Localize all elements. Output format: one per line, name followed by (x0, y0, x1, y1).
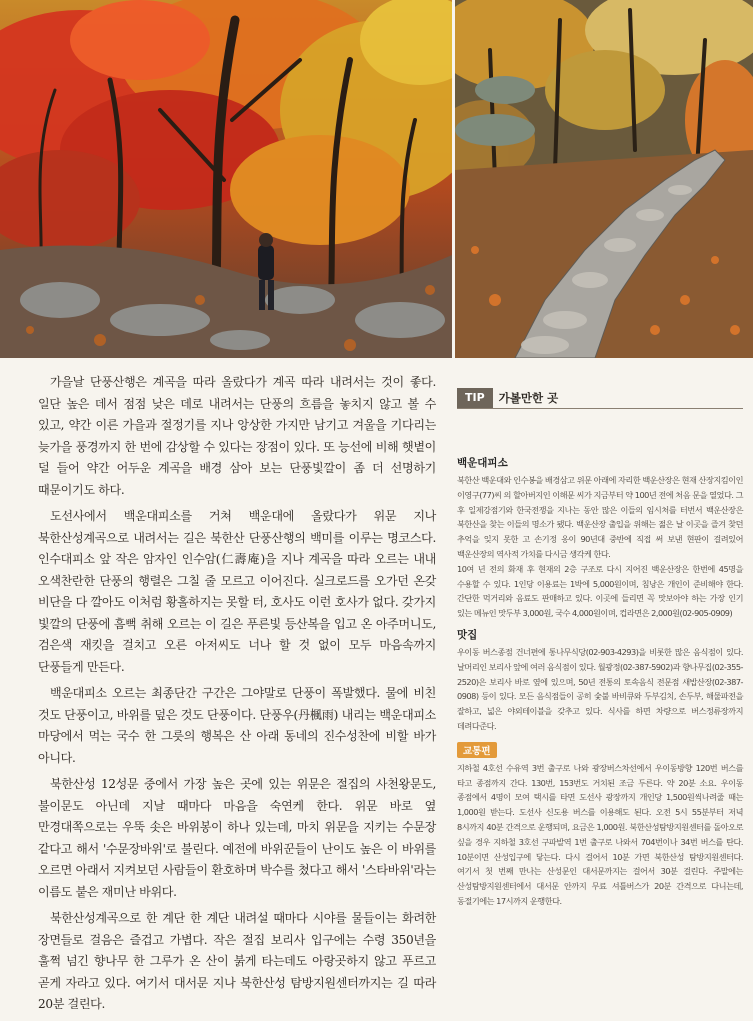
article-paragraph: 가을날 단풍산행은 계곡을 따라 올랐다가 계곡 따라 내려서는 것이 좋다. 일단 높은 데서 점점 낮은 데로 내려서는 단풍의 흐름을 놓치지 않고 볼 수 있고, 약간 이른 가을과 절정기를 지나 앙상한 가지만 남기고 겨울을 기다리는 늦가을 풍경까지 한 번에 감상할 수 있다는 장점이 있다. 또 능선에 비해 햇볕이 덜 들어 약간 어두운 계곡을 배경 삼아 보는 단풍빛깔이 좀 더 선명하기 때문이기도 하다. (38, 375, 436, 497)
tip-sidebar (457, 388, 743, 909)
article-paragraph: 도선사에서 백운대피소를 거쳐 백운대에 올랐다가 위문 지나 북한산성계곡으로 내려서는 길은 북한산 단풍산행의 백미를 이루는 명코스다. 인수대피소 앞 작은 암자인 인수암(仁壽庵)을 지나 계곡을 따라 오르는 내내 오색찬란한 단풍의 행렬은 그칠 줄 모르고 이어진다. 실크로드를 오가던 온갖 비단을 다 깔아도 이처럼 황홀하지는 못할 터, 호사도 이런 호사가 없다. 갖가지 빛깔의 단풍에 흠뻑 취해 오르는 이 길은 푸른빛 등산복을 입고 온 아주머니도, 검은색 재킷을 걸치고 오른 아저씨도 너나 할 것 없이 모두 마음속까지 단풍들게 만든다. (38, 509, 436, 674)
photo-autumn-maple-valley (0, 0, 452, 358)
section-paragraph: 지하철 4호선 수유역 3번 출구로 나와 광장버스차선에서 우이동방향 120번 버스를 타고 종점까지 간다. 130번, 153번도 거치된 조금 두른다. 약 20분 소요. 우이동 종점에서 4명이 모여 택시를 타면 도선사 광장까지 개인당 1,500원씩나려줄 때는 1,000원 받는다. 도선사 신도용 버스를 이용해도 된다. 오전 5시 55분부터 저녁 8시까지 40분 간격으로 운행되며, 요금은 1,000원. 북한산성탐방지원센터를 돌아오로 싶을 경우 지하철 3호선 구파발역 1번 출구로 나와서 704번이나 34번 버스를 탄다. 10분이면 산성입구에 닿는다. 다시 걸어서 10분 가면 북한산성 탐방지원센터다. 여기서 첫 번째 만나는 산성문인 대서문까지는 걸어서 30분 걸린다. 주말에는 산성탐방지원센터에서 대서문 안까지 무료 셔틀버스가 20분 간격으로 다니는데, 동절기에는 17시까지 운행한다. (457, 762, 743, 906)
section-paragraph: 10여 년 전의 화재 후 현재의 2층 구조로 다시 지어진 백운산장은 한번에 45명을 수용할 수 있다. 1인당 이용료는 1박에 5,000원이며, 침낭은 개인이 준비해야 한다. 간단한 먹거리와 음료도 판매하고 있다. 이곳에 들리면 꼭 맛보아야 하는 가장 인기 있는 메뉴인 맛두부 3,000원, 국수 4,000원이며, 컵라면은 2,000원(02-905-0909) (457, 563, 743, 619)
article-paragraph: 북한산성 12성문 중에서 가장 높은 곳에 있는 위문은 절집의 사천왕문도, 불이문도 아닌데 지날 때마다 마음을 숙연케 한다. 위문 바로 옆 만경대쪽으로는 우뚝 솟은 바위봉이 하나 있는데, 마치 위문을 지키는 수문장 같다고 해서 '수문장바위'로 불린다. 예전에 바위꾼들이 난이도 높은 이 바위를 오르면 아래서 지켜보던 사람들이 환호하며 박수를 쳤다고 해서 '스타바위'라는 이름도 붙은 재미난 바위다. (38, 777, 436, 899)
article-paragraph: 북한산성계곡으로 한 계단 한 계단 내려설 때마다 시야를 물들이는 화려한 장면들로 걸음은 즐겁고 가볍다. 작은 절집 보리사 입구에는 수령 350년을 훌쩍 넘긴 향나무 한 그루가 온 산이 붉게 타는데도 아랑곳하지 않고 푸르고 곧게 자라고 있다. 여기서 대서문 지나 북한산성 탐방지원센터까지는 길 따라 20분 걸린다. (38, 911, 436, 1011)
section-title-restaurants: 맛집 (457, 628, 478, 641)
article-body (38, 372, 436, 1021)
article-paragraph: 백운대피소 오르는 최종단간 구간은 그야말로 단풍이 폭발했다. 물에 비친 것도 단풍이고, 바위를 덮은 것도 단풍이다. 단풍우(丹楓雨) 내리는 백운대피소 마당에서 먹는 국수 한 그릇의 행복은 산 아래 동네의 진수성찬에 비할 바가 아니다. (38, 686, 436, 765)
section-title-baegundae: 백운대피소 (457, 457, 508, 469)
tip-header (457, 388, 743, 409)
section-title-transport: 교통편 (457, 742, 497, 758)
section-paragraph: 우이동 버스종점 건너편에 통나무식당(02-903-4293)을 비롯한 많은 음식점이 있다. 날머리인 보리사 앞에 여러 음식점이 있다. 월광정(02-387-5902)과 향나무집(02-355-2520)은 보리사 바로 옆에 있으며, 50년 전통의 토속음식 전문점 새밥산장(02-387-0908) 등이 있다. 모든 음식점들이 공히 숯불 바비큐와 두부김치, 손두부, 해물파전을 잘하고, 넓은 야외테이블을 갖추고 있다. 식사를 하면 차량으로 버스정류장까지 데려다준다. (457, 646, 743, 731)
stone-wall-illustration (455, 0, 753, 358)
photo-stone-wall-forest (455, 0, 753, 358)
tip-title: 가볼만한 곳 (498, 391, 559, 405)
section-paragraph: 북한산 백운대와 인수봉을 배경삼고 위문 아래에 자리한 백운산장은 현재 산장지킴이인 이영구(77)씨 의 할아버지인 이해문 씨가 지금부터 약 100년 전에 처음 문을 열었다. 그 후 일제강점기와 한국전쟁을 지나는 동안 많은 이들의 임시처를 터번서 백운산장은 북한산을 찾는 이들의 명소가 됐다. 백운산장 출입을 위해는 젊은 날 이곳을 즐겨 찾던 추억을 잊지 못한 고 손기정 옹이 90년대 중반에 직접 써 보낸 현판이 걸려있어 백운산장의 역사적 가치를 다시금 생각케 한다. (457, 475, 743, 559)
maple-valley-illustration (0, 0, 452, 358)
tip-badge: TIP (457, 388, 493, 408)
